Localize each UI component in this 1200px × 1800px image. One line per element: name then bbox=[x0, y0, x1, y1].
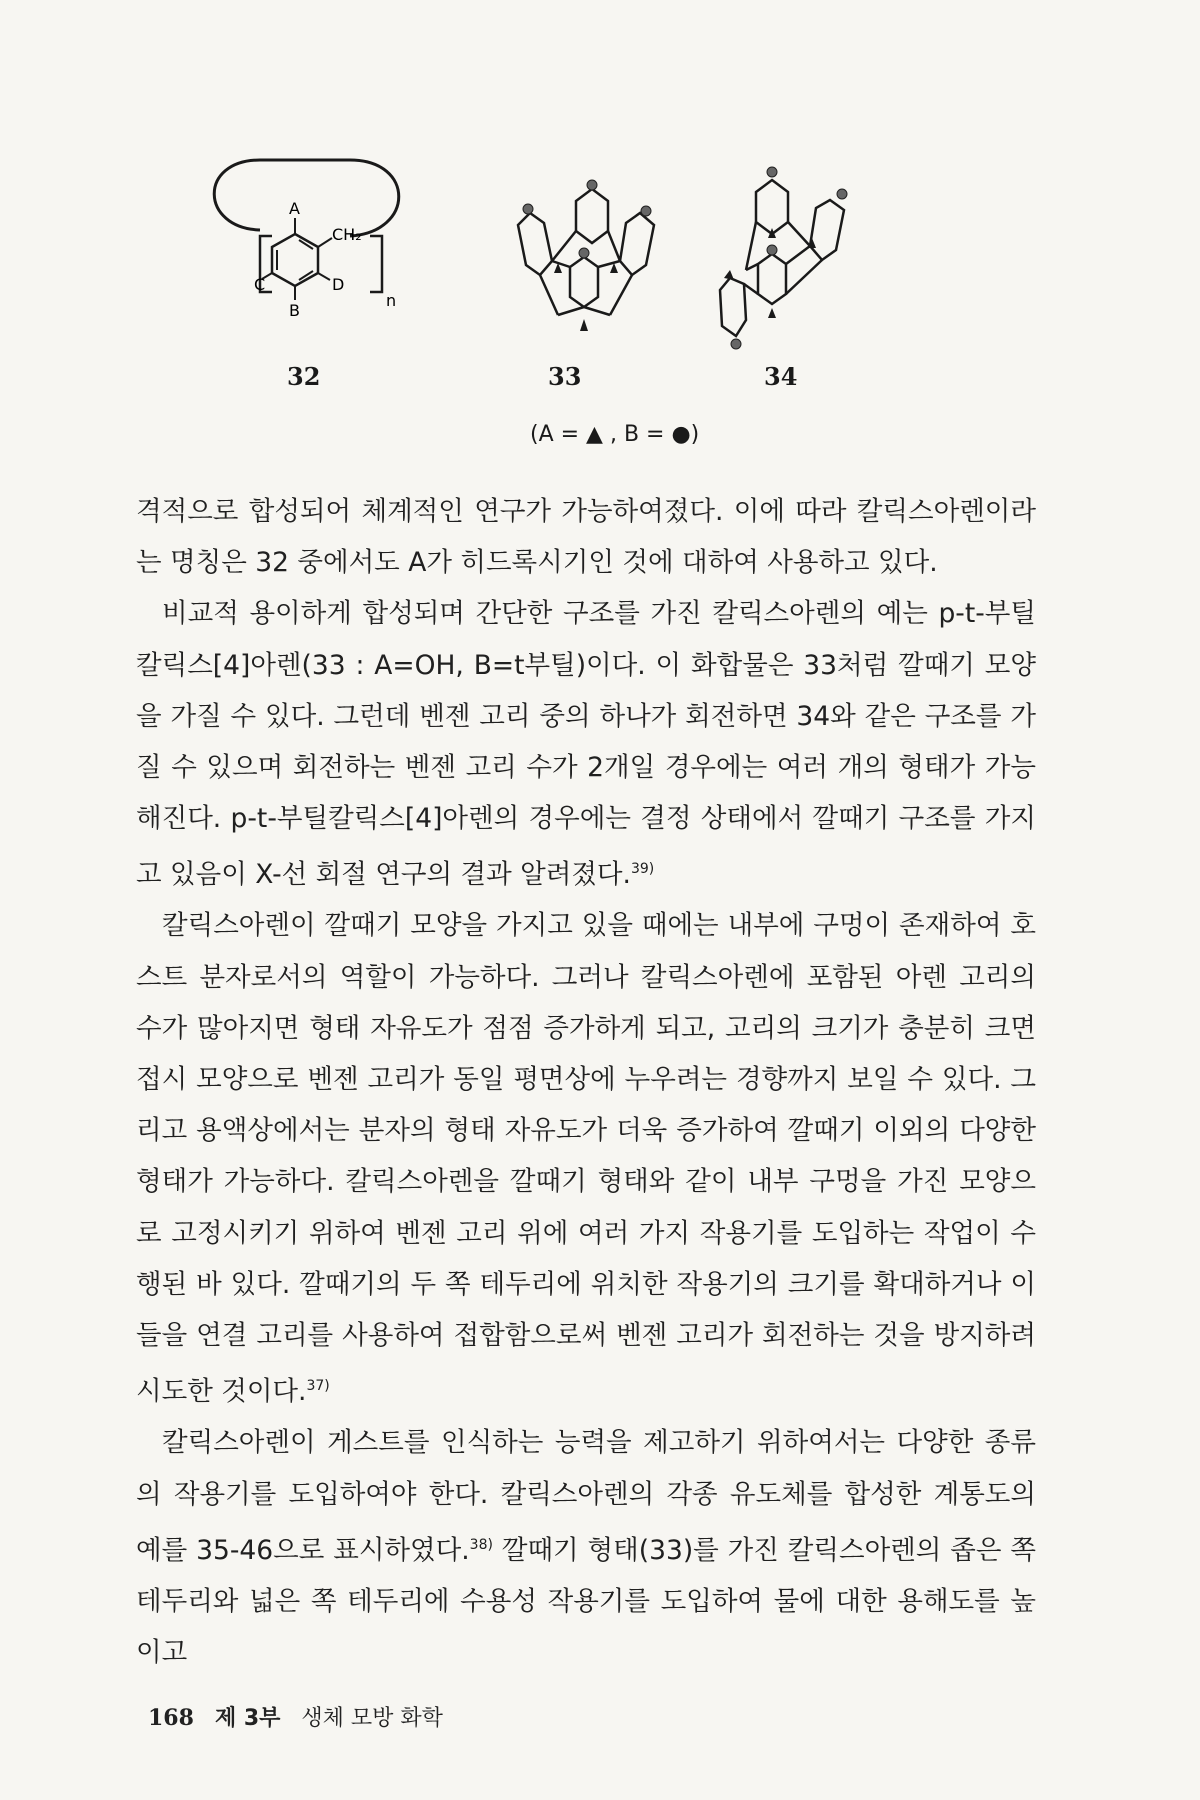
paragraph-1-text: 격적으로 합성되어 체계적인 연구가 가능하여졌다. 이에 따라 칼릭스아렌이라는 명칭은 32 중에서도 A가 히드록시기인 것에 대하여 사용하고 있다. bbox=[136, 496, 1036, 579]
reference-38: 38) bbox=[469, 1536, 493, 1553]
structure-33 bbox=[500, 165, 680, 365]
part-label: 제 3부 bbox=[214, 1706, 281, 1731]
paragraph-3-text: 칼릭스아렌이 깔때기 모양을 가지고 있을 때에는 내부에 구멍이 존재하여 호스트 분자로서의 역할이 가능하다. 그러나 칼릭스아렌에 포함된 아렌 고리의 수가 많아지면 형태 자유도가 점점 증가하게 되고, 고리의 크기가 충분히 크면 접시 모양으로 벤젠 고리가 동일 평면상에 누우려는 경향까지 보일 수 있다. 그리고 용액상에서는 분자의 형태 자유도가 더욱 증가하여 깔때기 이외의 다양한 형태가 가능하다. 칼릭스아렌을 깔때기 형태와 같이 내부 구멍을 가진 모양으로 고정시키기 위하여 벤젠 고리 위에 여러 가지 작용기를 도입하는 작업이 수행된 바 있다. 깔때기의 두 쪽 테두리에 위치한 작용기의 크기를 확대하거나 이들을 연결 고리를 사용하여 접합함으로써 벤젠 고리가 회전하는 것을 방지하려 시도한 것이다. bbox=[136, 910, 1036, 1408]
chapter-title: 생체 모방 화학 bbox=[301, 1706, 443, 1731]
paragraph-2 bbox=[136, 588, 1036, 900]
paragraph-1 bbox=[136, 486, 1036, 588]
structure-34 bbox=[710, 150, 890, 380]
body-text bbox=[136, 486, 1036, 1678]
page-footer bbox=[148, 1701, 443, 1732]
figure-label-32: 32 bbox=[287, 362, 321, 391]
paragraph-4 bbox=[136, 1417, 1036, 1678]
paragraph-4-text-a: 칼릭스아렌이 게스트를 인식하는 능력을 제고하기 위하여서는 다양한 종류의 작용기를 도입하여야 한다. 칼릭스아렌의 각종 유도체를 합성한 계통도의 예를 35-46으로 표시하였다. bbox=[136, 1427, 1036, 1566]
reference-39: 39) bbox=[630, 861, 655, 878]
calixarene-figure bbox=[200, 150, 1000, 450]
repeat-n: n bbox=[386, 291, 397, 310]
atom-CH2: CH₂ bbox=[332, 225, 362, 244]
atom-B: B bbox=[289, 301, 300, 320]
page-number: 168 bbox=[148, 1705, 194, 1731]
figure-label-33: 33 bbox=[548, 362, 582, 391]
figure-legend: (A = ▲ , B = ●) bbox=[530, 422, 700, 447]
paragraph-3 bbox=[136, 900, 1036, 1417]
reference-37: 37) bbox=[306, 1378, 330, 1395]
atom-C: C bbox=[254, 275, 266, 294]
structure-32 bbox=[200, 150, 440, 340]
paragraph-2-text: 비교적 용이하게 합성되며 간단한 구조를 가진 칼릭스아렌의 예는 p-t-부틸칼릭스[4]아렌(33 : A=OH, B=t부틸)이다. 이 화합물은 33처럼 깔때기 모양을 가질 수 있다. 그런데 벤젠 고리 중의 하나가 회전하면 34와 같은 구조를 가질 수 있으며 회전하는 벤젠 고리 수가 2개일 경우에는 여러 개의 형태가 가능해진다. p-t-부틸칼릭스[4]아렌의 경우에는 결정 상태에서 깔때기 구조를 가지고 있음이 X-선 회절 연구의 결과 알려졌다. bbox=[136, 598, 1036, 891]
atom-A: A bbox=[289, 199, 300, 218]
paragraph-4-text-b: 깔때기 형태(33)를 가진 칼릭스아렌의 좁은 쪽 테두리와 넓은 쪽 테두리에 수용성 작용기를 도입하여 물에 대한 용해도를 높이고 bbox=[136, 1534, 1037, 1668]
figure-label-34: 34 bbox=[764, 362, 798, 391]
atom-D: D bbox=[332, 275, 345, 294]
